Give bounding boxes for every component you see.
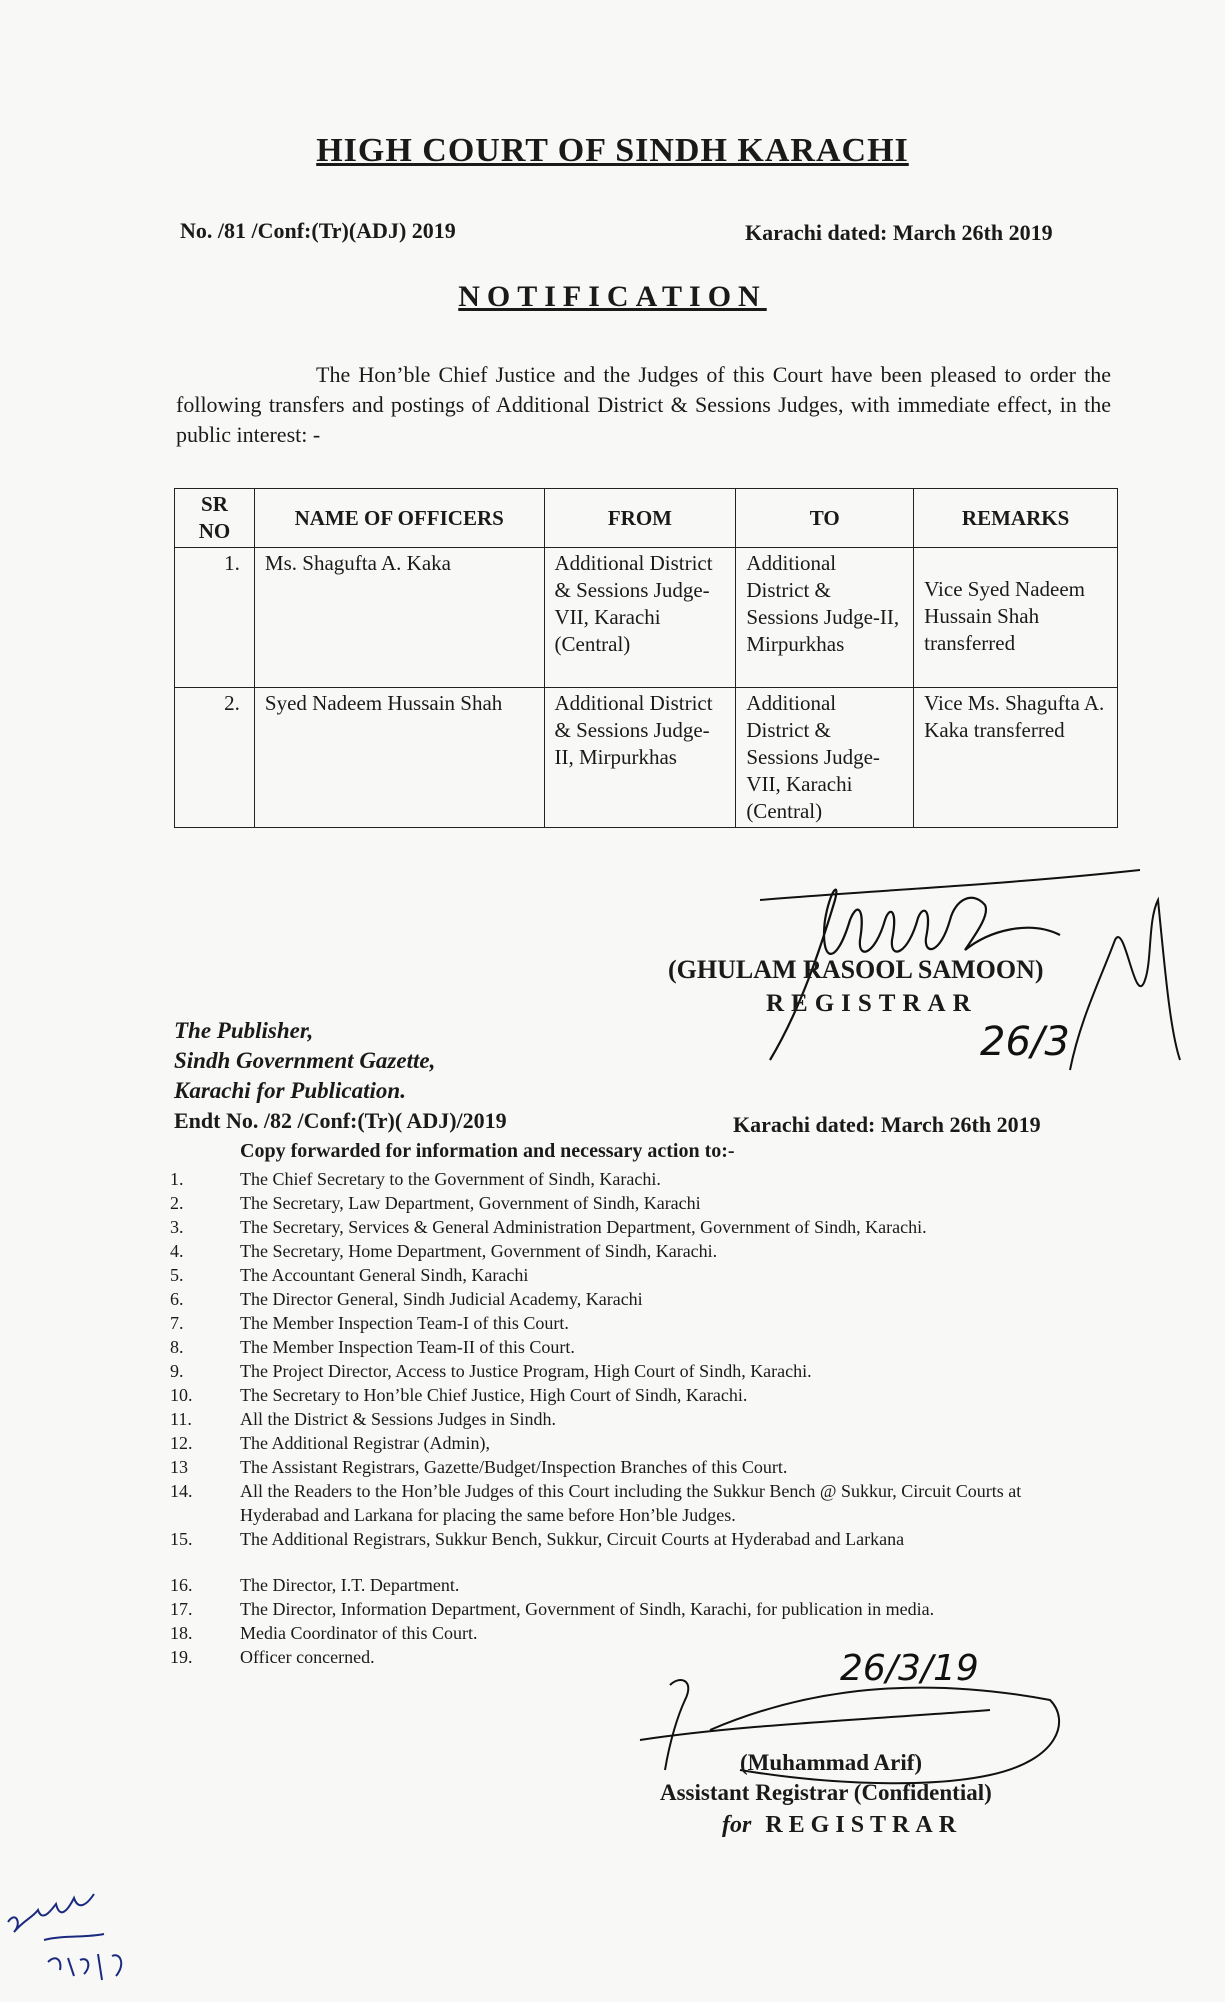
reference-number: No. /81 /Conf:(Tr)(ADJ) 2019 [180,218,456,243]
registrar-signature-date: 26/3 [980,1019,1070,1065]
item-number: 8. [170,1337,184,1357]
item-text: The Member Inspection Team-II of this Court. [240,1337,575,1357]
item-number: 3. [170,1217,184,1237]
item-text: The Member Inspection Team-I of this Court. [240,1313,569,1333]
transfers-table [174,488,1118,828]
item-text: The Secretary, Services & General Administration Department, Government of Sindh, Karachi. [240,1217,927,1237]
item-text: The Director, Information Department, Government of Sindh, Karachi, for publication in media. [240,1599,935,1619]
cell-remarks [914,548,1118,688]
distribution-list [0,1168,1225,1688]
item-text: The Secretary, Home Department, Government of Sindh, Karachi. [240,1241,718,1261]
item-number: 7. [170,1313,184,1333]
publisher-line-2: Sindh Government Gazette, [174,1048,436,1073]
cell-sr: 2. [175,688,255,828]
registrar-name: (GHULAM RASOOL SAMOON) [668,955,1044,984]
item-text: The Director, I.T. Department. [240,1575,460,1595]
endorsement-date: Karachi dated: March 26th 2019 [733,1112,1041,1137]
table-header-row [175,489,1118,548]
assistant-registrar-title: Assistant Registrar (Confidential) [660,1780,992,1805]
item-number: 2. [170,1193,184,1213]
notification-heading: NOTIFICATION [458,280,767,313]
item-text: Officer concerned. [240,1647,375,1667]
item-number: 13 [170,1457,188,1477]
cell-name: Syed Nadeem Hussain Shah [254,688,544,828]
item-number: 17. [170,1599,193,1619]
handwritten-upload-note [4,1880,154,1990]
item-number: 4. [170,1241,184,1261]
item-number: 12. [170,1433,193,1453]
col-header-sr: SR NO [175,489,255,548]
for-registrar-title: REGISTRAR [765,1812,963,1838]
assistant-signature-date: 26/3/19 [840,1648,979,1689]
cell-to: Additional District & Sessions Judge-II, Mirpurkhas [736,548,914,688]
for-prefix: for [722,1812,752,1838]
item-number: 10. [170,1385,193,1405]
item-text: The Accountant General Sindh, Karachi [240,1265,529,1285]
endorsement-number: Endt No. /82 /Conf:(Tr)( ADJ)/2019 [174,1108,507,1133]
for-registrar-line [722,1812,962,1839]
body-paragraph [176,360,1111,450]
item-number: 16. [170,1575,193,1595]
item-text: The Secretary, Law Department, Government of Sindh, Karachi [240,1193,701,1213]
publisher-line-1: The Publisher, [174,1018,314,1043]
assistant-registrar-name: (Muhammad Arif) [740,1750,923,1775]
cell-from: Additional District & Sessions Judge-II, Mirpurkhas [544,688,736,828]
item-text: The Additional Registrar (Admin), [240,1433,490,1453]
item-text: All the Readers to the Hon’ble Judges of this Court including the Sukkur Bench @ Sukkur, Circuit Courts at Hyderabad and Larkana for placing the same before Hon’ble Judges. [240,1481,1022,1525]
cell-name: Ms. Shagufta A. Kaka [254,548,544,688]
item-number: 18. [170,1623,193,1643]
item-number: 1. [170,1169,184,1189]
registrar-title: REGISTRAR [766,990,978,1017]
copy-forwarded-line: Copy forwarded for information and necessary action to:- [240,1140,735,1162]
body-paragraph-text: The Hon’ble Chief Justice and the Judges of this Court have been pleased to order the following transfers and postings of Additional District & Sessions Judges, with immediate effect, in the public interest: - [176,362,1111,447]
item-text: All the District & Sessions Judges in Sindh. [240,1409,557,1429]
col-header-to: TO [736,489,914,548]
cell-remarks: Vice Ms. Shagufta A. Kaka transferred [914,688,1118,828]
publisher-address [174,1016,435,1106]
col-header-remarks: REMARKS [914,489,1118,548]
publisher-line-3: Karachi for Publication. [174,1078,406,1103]
item-text: The Secretary to Hon’ble Chief Justice, High Court of Sindh, Karachi. [240,1385,748,1405]
notification-date: Karachi dated: March 26th 2019 [745,220,1053,245]
item-text: The Chief Secretary to the Government of Sindh, Karachi. [240,1169,661,1189]
cell-remarks-text: Vice Syed Nadeem Hussain Shah transferred [924,577,1085,655]
cell-to: Additional District & Sessions Judge-VII, Karachi (Central) [736,688,914,828]
item-number: 6. [170,1289,184,1309]
item-number: 5. [170,1265,184,1285]
item-text: The Director General, Sindh Judicial Academy, Karachi [240,1289,643,1309]
col-header-name: NAME OF OFFICERS [254,489,544,548]
cell-sr: 1. [175,548,255,688]
item-number: 9. [170,1361,184,1381]
item-text: Media Coordinator of this Court. [240,1623,478,1643]
item-number: 19. [170,1647,193,1667]
table-row [175,688,1118,828]
item-number: 11. [170,1409,192,1429]
item-number: 14. [170,1481,193,1501]
col-header-from: FROM [544,489,736,548]
item-text: The Additional Registrars, Sukkur Bench, Sukkur, Circuit Courts at Hyderabad and Larkana [240,1529,905,1549]
table-row [175,548,1118,688]
cell-from: Additional District & Sessions Judge-VII, Karachi (Central) [544,548,736,688]
item-text: The Assistant Registrars, Gazette/Budget/Inspection Branches of this Court. [240,1457,788,1477]
item-text: The Project Director, Access to Justice Program, High Court of Sindh, Karachi. [240,1361,812,1381]
court-title: HIGH COURT OF SINDH KARACHI [316,132,909,169]
item-number: 15. [170,1529,193,1549]
